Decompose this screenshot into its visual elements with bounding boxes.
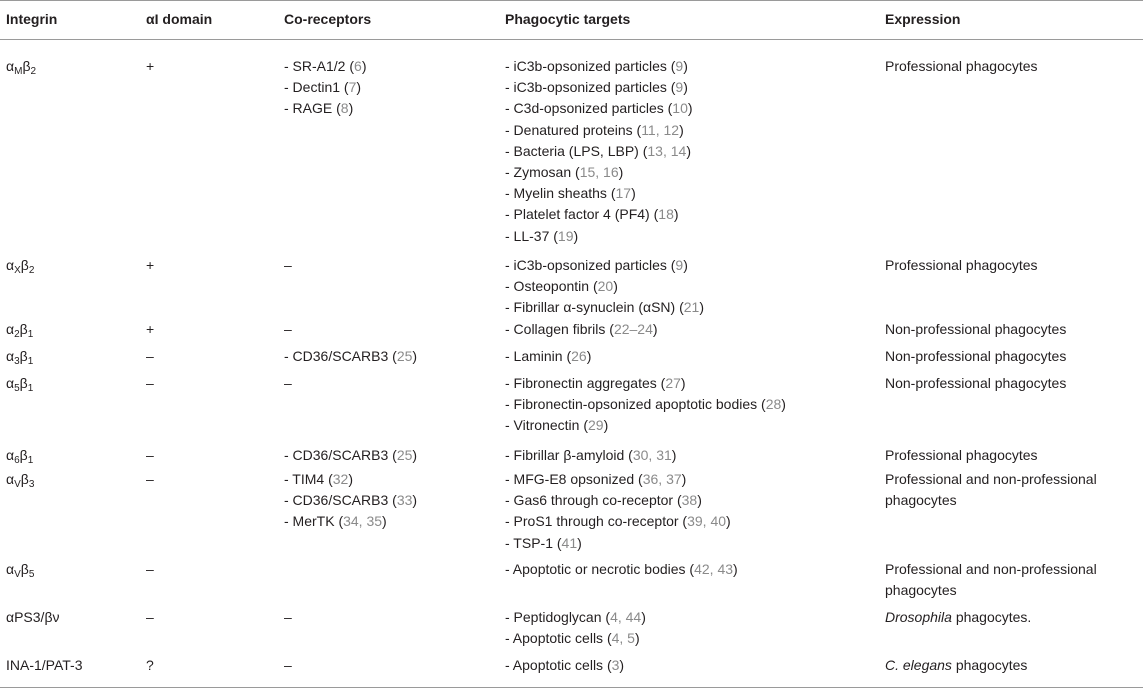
co-receptor-item [284,77,366,98]
target-item-ref: 19 [557,227,574,244]
expression-cell [885,559,1135,601]
integrin-alpha: α [6,348,15,364]
target-item-text: - Myelin sheaths ( [505,185,616,202]
integrin-beta-subscript: 2 [28,265,35,276]
target-item-text: - Apoptotic cells ( [505,657,612,673]
expression-text: Non-professional phagocytes [885,375,1067,391]
co-receptor-item [284,490,417,511]
alpha-i-domain-cell: – [146,447,154,463]
phagocytic-targets-cell [505,469,731,554]
target-item-ref: 20 [597,278,614,295]
integrin-beta: β [19,348,28,364]
integrin-alpha: α [6,58,15,74]
co-receptor-item [284,511,417,532]
target-item-text: - Fibrillar β-amyloid ( [505,447,633,463]
target-item-close: ) [697,492,702,509]
integrin-beta-subscript: 5 [28,569,35,580]
co-receptors-cell [284,445,417,466]
expression-organism: Drosophila [885,609,952,625]
integrin-alpha-subscript: 3 [14,356,20,367]
integrin-alpha-subscript: V [14,569,21,580]
target-item-close: ) [634,630,640,647]
alpha-i-domain-cell: ? [146,657,154,673]
target-item-close: ) [577,534,582,551]
co-receptor-item-text: - CD36/SCARB3 ( [284,447,397,463]
integrin-beta-subscript: 2 [30,66,37,77]
co-receptor-item [284,255,292,276]
phagocytic-targets-cell [505,319,658,340]
co-receptor-item [284,445,417,466]
co-receptor-item-close: ) [361,58,367,74]
target-item-close: ) [680,375,686,391]
integrin-beta: β [19,375,28,391]
target-item-text: - Platelet factor 4 (PF4) ( [505,206,659,223]
header-expression: Expression [885,11,961,27]
co-receptor-item-text: - Dectin1 ( [284,79,349,96]
co-receptor-item-close: ) [412,348,418,364]
integrin-beta: β [19,447,28,463]
alpha-i-domain-cell: – [146,609,154,625]
co-receptor-item-close: ) [412,447,418,463]
co-receptor-item [284,655,292,676]
target-item-ref: 3 [611,657,620,673]
target-item [505,183,693,204]
expression-cell [885,319,1135,340]
target-item [505,511,731,532]
co-receptor-item-text: - RAGE ( [284,100,341,117]
expression-text: Non-professional phagocytes [885,348,1067,364]
target-item-ref: 41 [561,534,578,551]
co-receptor-item-ref: 8 [340,100,349,117]
co-receptor-item-close: ) [356,79,362,96]
target-item-text: - Collagen fibrils ( [505,321,614,337]
target-item-close: ) [687,100,693,117]
alpha-i-domain-cell: – [146,375,154,391]
integrin-beta-subscript: 1 [27,356,34,367]
target-item-text: - iC3b-opsonized particles ( [505,79,676,96]
expression-text: phagocytes. [951,609,1032,625]
integrin-alpha-subscript: 5 [14,383,20,394]
integrin-cell [6,559,34,585]
target-item-close: ) [683,257,688,273]
alpha-i-domain-cell: – [146,561,154,577]
integrin-beta-subscript: 1 [27,455,34,466]
phagocytic-targets-cell [505,255,704,319]
target-item-close: ) [618,164,624,181]
co-receptor-item-text: – [284,609,292,625]
co-receptors-cell [284,469,417,533]
integrin-cell [6,346,33,372]
expression-cell [885,445,1135,466]
co-receptor-item [284,319,292,340]
integrin-cell [6,319,33,345]
phagocytic-targets-cell [505,445,676,466]
target-item-close: ) [683,58,688,74]
target-item-text: - Zymosan ( [505,164,580,181]
target-item [505,141,693,162]
co-receptor-item-ref: 6 [354,58,362,74]
co-receptor-item [284,607,292,628]
expression-cell [885,469,1135,511]
co-receptor-item-text: - CD36/SCARB3 ( [284,492,397,509]
integrin-cell [6,373,33,399]
target-item [505,628,646,649]
co-receptor-item-close: ) [348,471,353,487]
integrin-beta: β [19,321,28,337]
target-item [505,490,731,511]
target-item-close: ) [679,121,684,138]
integrin-alpha-subscript: X [14,265,21,276]
header-integrin: Integrin [6,11,58,27]
expression-cell [885,607,1135,628]
target-item-ref: 10 [672,100,688,117]
co-receptor-item-text: – [284,657,292,673]
expression-cell [885,373,1135,394]
alpha-i-domain-cell: – [146,348,154,364]
target-item-text: - Fibrillar α-synuclein (αSN) ( [505,299,684,316]
target-item [505,445,676,466]
alpha-i-domain-cell: + [146,321,155,337]
target-item-ref: 28 [765,396,782,413]
target-item-ref: 15, 16 [579,164,619,181]
phagocytic-targets-cell [505,346,591,367]
target-item-text: - MFG-E8 opsonized ( [505,471,643,487]
target-item-ref: 11, 12 [641,121,680,138]
target-item-text: - Peptidoglycan ( [505,609,611,625]
target-item [505,394,786,415]
target-item [505,255,704,276]
phagocytic-targets-cell [505,607,646,649]
integrin-cell [6,607,60,628]
integrin-beta: β [20,561,29,577]
target-item-text: - Vitronectin ( [505,417,588,434]
co-receptor-item [284,373,292,394]
target-item [505,120,693,141]
expression-cell [885,346,1135,367]
integrin-alpha-subscript: M [14,66,23,77]
target-item-text: - Fibronectin-opsonized apoptotic bodies ( [505,396,766,413]
target-item-close: ) [652,321,658,337]
alpha-i-domain-cell: + [146,58,155,74]
integrin-cell [6,445,33,471]
target-item-text: - Osteopontin ( [505,278,598,295]
expression-text: Professional and non-professional phagocytes [885,561,1097,599]
integrin-alpha: αPS3/βν [6,609,60,625]
co-receptor-item-ref: 7 [348,79,357,96]
integrin-alpha: α [6,321,15,337]
expression-cell [885,655,1135,676]
co-receptor-item-text: - SR-A1/2 ( [284,58,355,74]
target-item-text: - Apoptotic cells ( [505,630,612,647]
co-receptor-item-ref: 34, 35 [343,513,383,530]
target-item-text: - TSP-1 ( [505,534,562,551]
target-item-ref: 30, 31 [632,447,672,463]
expression-text: Professional and non-professional phagocytes [885,471,1097,509]
co-receptor-item [284,98,366,119]
integrin-alpha-subscript: 6 [14,455,20,466]
expression-text: Professional phagocytes [885,58,1038,74]
co-receptors-cell [284,655,292,676]
target-item-close: ) [726,513,731,530]
target-item-ref: 9 [675,79,684,96]
phagocytic-targets-cell [505,56,693,247]
co-receptor-item [284,56,366,77]
integrin-alpha-subscript: V [14,479,21,490]
header-alpha-i-domain: αI domain [146,11,213,27]
expression-text: Professional phagocytes [885,447,1038,463]
co-receptor-item-text: - CD36/SCARB3 ( [284,348,397,364]
integrin-alpha-subscript: 2 [14,329,20,340]
integrin-cell [6,655,83,676]
target-item-ref: 9 [675,58,684,74]
target-item [505,204,693,225]
phagocytic-targets-cell [505,373,786,437]
integrin-beta: β [20,257,29,273]
target-item-text: - iC3b-opsonized particles ( [505,58,676,74]
target-item [505,607,646,628]
target-item-ref: 38 [681,492,698,509]
target-item [505,373,786,394]
co-receptors-cell [284,373,292,394]
target-item-close: ) [681,471,687,487]
target-item-text: - iC3b-opsonized particles ( [505,257,676,273]
co-receptors-cell [284,56,366,120]
target-item-close: ) [671,447,677,463]
target-item-close: ) [586,348,592,364]
co-receptor-item-ref: 32 [332,471,349,487]
co-receptors-cell [284,255,292,276]
target-item-close: ) [781,396,786,413]
co-receptor-item-text: - TIM4 ( [284,471,333,487]
co-receptor-item [284,469,417,490]
phagocytic-targets-cell [505,559,738,580]
integrin-beta-subscript: 1 [27,329,34,340]
target-item-ref: 13, 14 [647,142,687,159]
expression-cell [885,255,1135,276]
target-item [505,533,731,554]
target-item-close: ) [603,417,609,434]
target-item-ref: 18 [658,206,674,223]
target-item-close: ) [631,185,636,202]
target-item-ref: 36, 37 [642,471,682,487]
header-phagocytic-targets: Phagocytic targets [505,11,631,27]
alpha-i-domain-cell: + [146,257,155,273]
target-item-close: ) [686,142,691,159]
expression-text: Professional phagocytes [885,257,1038,273]
target-item-text: - LL-37 ( [505,227,558,244]
target-item-close: ) [619,657,625,673]
target-item-ref: 26 [571,348,587,364]
target-item-close: ) [683,79,688,96]
co-receptor-item [284,346,417,367]
expression-organism: C. elegans [885,657,952,673]
target-item [505,276,704,297]
integrin-beta: β [20,471,29,487]
target-item-text: - Gas6 through co-receptor ( [505,492,682,509]
integrin-beta-subscript: 1 [27,383,34,394]
co-receptor-item-close: ) [382,513,387,530]
co-receptor-item-close: ) [348,100,354,117]
co-receptor-item-text: - MerTK ( [284,513,344,530]
target-item [505,98,693,119]
target-item-ref: 4, 44 [610,609,642,625]
target-item [505,655,624,676]
table-header-rule [0,39,1143,40]
target-item-close: ) [733,561,738,577]
target-item-text: - Fibronectin aggregates ( [505,375,666,391]
integrin-cell [6,56,36,82]
integrin-cell [6,255,34,281]
target-item-close: ) [613,278,618,295]
target-item-text: - Bacteria (LPS, LBP) ( [505,142,648,159]
phagocytic-targets-cell [505,655,624,676]
target-item [505,559,738,580]
target-item-ref: 27 [665,375,681,391]
target-item [505,346,591,367]
target-item [505,469,731,490]
target-item-ref: 22–24 [613,321,653,337]
co-receptors-cell [284,319,292,340]
target-item-close: ) [699,299,705,316]
target-item [505,162,693,183]
table-bottom-rule [0,687,1143,688]
co-receptor-item-ref: 25 [396,348,413,364]
co-receptor-item-text: – [284,375,292,391]
expression-cell [885,56,1135,77]
co-receptor-item-text: – [284,321,292,337]
integrin-cell [6,469,34,495]
co-receptor-item-close: ) [412,492,418,509]
co-receptor-item-ref: 33 [396,492,413,509]
target-item-text: - C3d-opsonized particles ( [505,100,673,117]
target-item-ref: 42, 43 [694,561,734,577]
integrin-alpha: α [6,561,15,577]
target-item-ref: 9 [675,257,684,273]
expression-text: phagocytes [951,657,1028,673]
target-item-close: ) [641,609,646,625]
target-item [505,56,693,77]
integrin-alpha: α [6,375,15,391]
target-item-text: - Apoptotic or necrotic bodies ( [505,561,695,577]
integrin-alpha: α [6,257,15,273]
integrin-alpha: α [6,471,15,487]
header-co-receptors: Co-receptors [284,11,372,27]
target-item-ref: 17 [615,185,632,202]
target-item-ref: 29 [588,417,604,434]
target-item-ref: 39, 40 [687,513,727,530]
target-item-text: - Laminin ( [505,348,572,364]
target-item-ref: 21 [683,299,700,316]
target-item [505,297,704,318]
integrin-alpha: INA-1/PAT-3 [6,657,83,673]
target-item-ref: 4, 5 [611,630,635,647]
target-item [505,226,693,247]
target-item-close: ) [573,227,579,244]
co-receptor-item-ref: 25 [396,447,413,463]
co-receptors-cell [284,607,292,628]
target-item [505,77,693,98]
target-item-text: - ProS1 through co-receptor ( [505,513,688,530]
co-receptors-cell [284,346,417,367]
alpha-i-domain-cell: – [146,471,154,487]
integrin-alpha: α [6,447,15,463]
expression-text: Non-professional phagocytes [885,321,1067,337]
target-item-text: - Denatured proteins ( [505,121,642,138]
table-header [0,0,1143,39]
integrin-beta-subscript: 3 [28,479,35,490]
target-item [505,415,786,436]
integrin-beta: β [22,58,31,74]
target-item-close: ) [673,206,679,223]
target-item [505,319,658,340]
co-receptor-item-text: – [284,257,292,273]
